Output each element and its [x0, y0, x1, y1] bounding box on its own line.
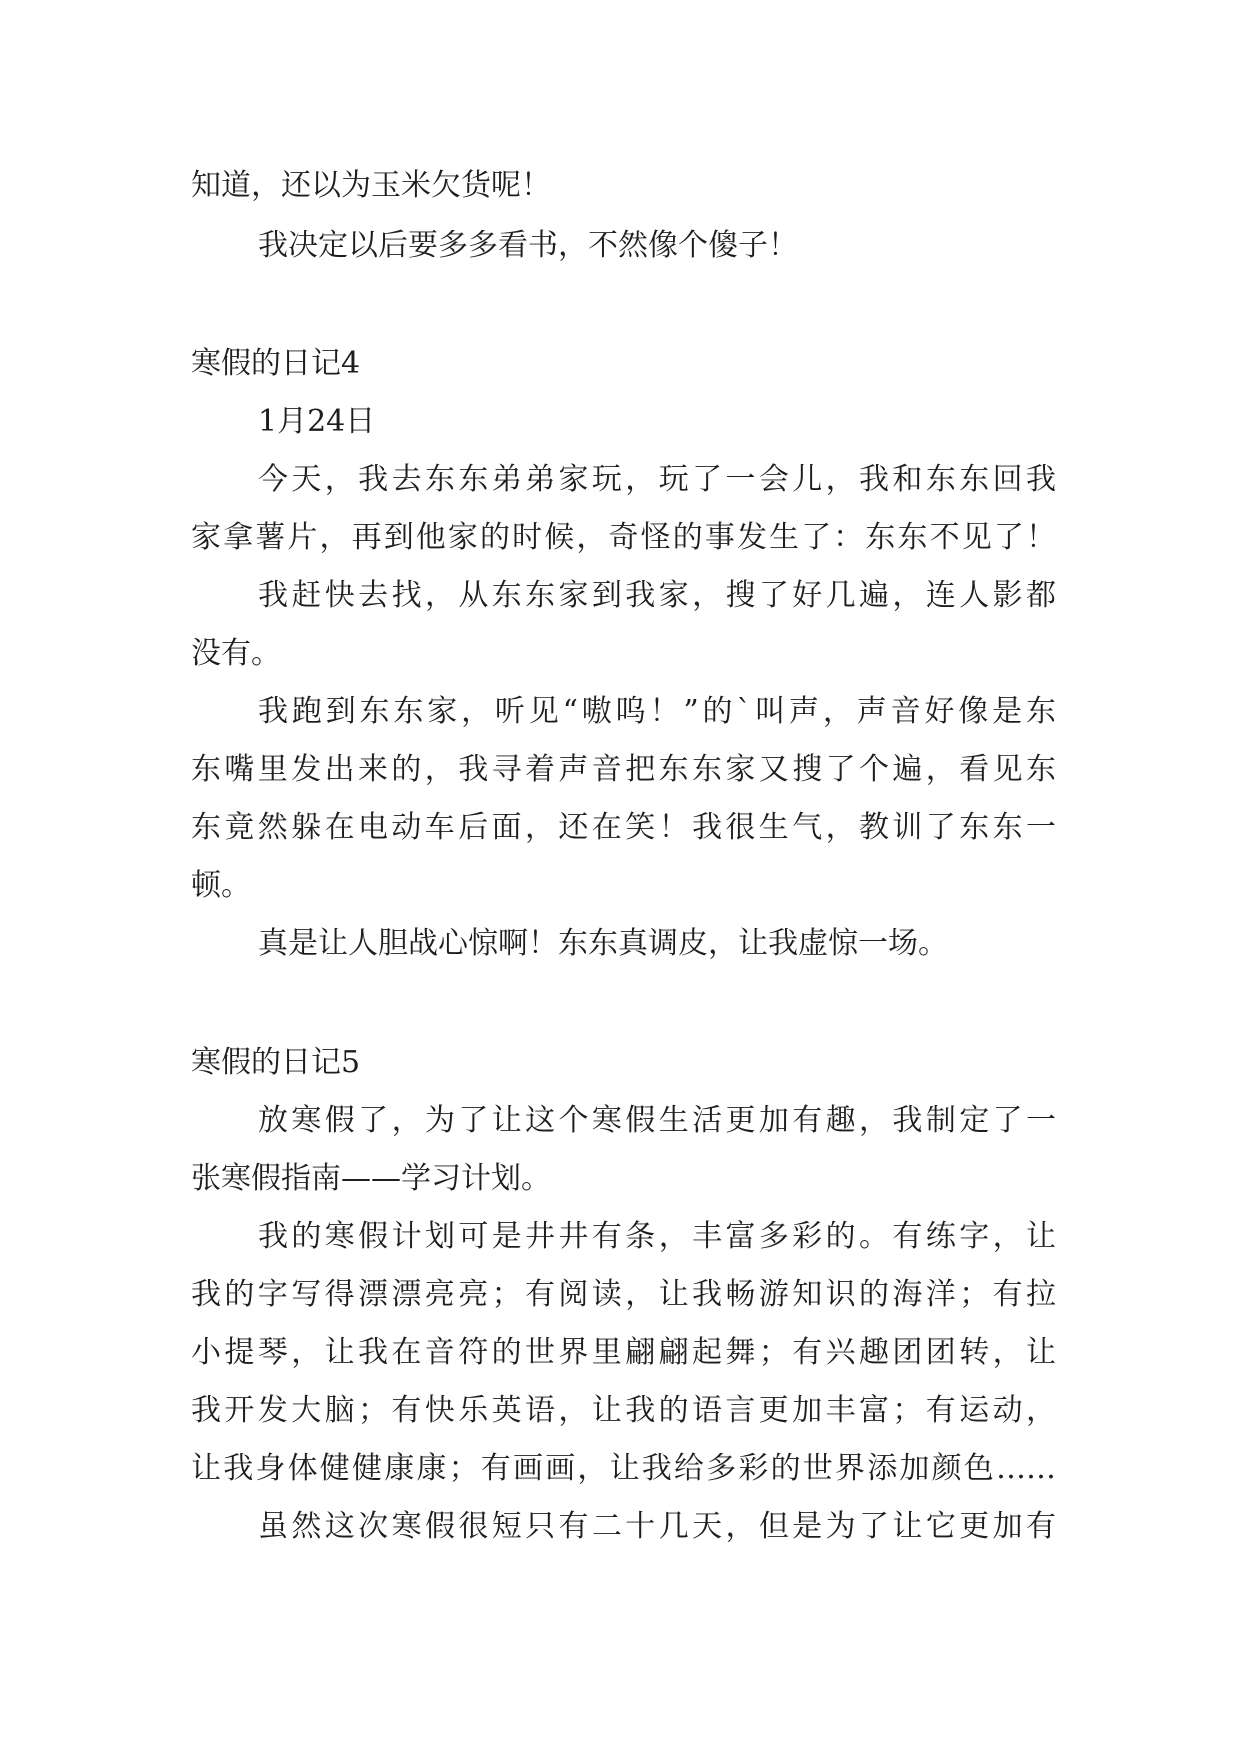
paragraph-line: 顿。	[191, 868, 251, 903]
paragraph-line: 虽然这次寒假很短只有二十几天，但是为了让它更加有	[258, 1509, 1056, 1544]
paragraph-line: 东嘴里发出来的，我寻着声音把东东家又搜了个遍，看见东	[191, 752, 1056, 787]
paragraph-line: 家拿薯片，再到他家的时候，奇怪的事发生了：东东不见了！	[191, 520, 1056, 555]
paragraph-line: 真是让人胆战心惊啊！东东真调皮，让我虚惊一场。	[258, 926, 948, 961]
paragraph-line: 让我身体健健康康；有画画，让我给多彩的世界添加颜色……	[191, 1451, 1056, 1486]
paragraph-line: 我开发大脑；有快乐英语，让我的语言更加丰富；有运动，	[191, 1393, 1056, 1428]
date-line: 1月24日	[258, 404, 376, 439]
paragraph-line: 今天，我去东东弟弟家玩，玩了一会儿，我和东东回我	[258, 462, 1056, 497]
paragraph-line: 我决定以后要多多看书，不然像个傻子！	[258, 228, 798, 263]
paragraph-line: 我跑到东东家，听见“嗷呜！”的`叫声，声音好像是东	[258, 694, 1056, 729]
paragraph-line: 放寒假了，为了让这个寒假生活更加有趣，我制定了一	[258, 1103, 1056, 1138]
section-heading: 寒假的日记4	[191, 346, 361, 381]
paragraph-line: 小提琴，让我在音符的世界里翩翩起舞；有兴趣团团转，让	[191, 1335, 1056, 1370]
paragraph-line: 我赶快去找，从东东家到我家，搜了好几遍，连人影都	[258, 578, 1056, 613]
paragraph-line: 我的字写得漂漂亮亮；有阅读，让我畅游知识的海洋；有拉	[191, 1277, 1056, 1312]
section-heading: 寒假的日记5	[191, 1045, 361, 1080]
paragraph-line: 张寒假指南——学习计划。	[191, 1161, 551, 1196]
paragraph-line: 没有。	[191, 636, 281, 671]
paragraph-line: 东竟然躲在电动车后面，还在笑！我很生气，教训了东东一	[191, 810, 1056, 845]
paragraph-line: 我的寒假计划可是井井有条，丰富多彩的。有练字，让	[258, 1219, 1056, 1254]
paragraph-line: 知道，还以为玉米欠货呢！	[191, 168, 551, 203]
